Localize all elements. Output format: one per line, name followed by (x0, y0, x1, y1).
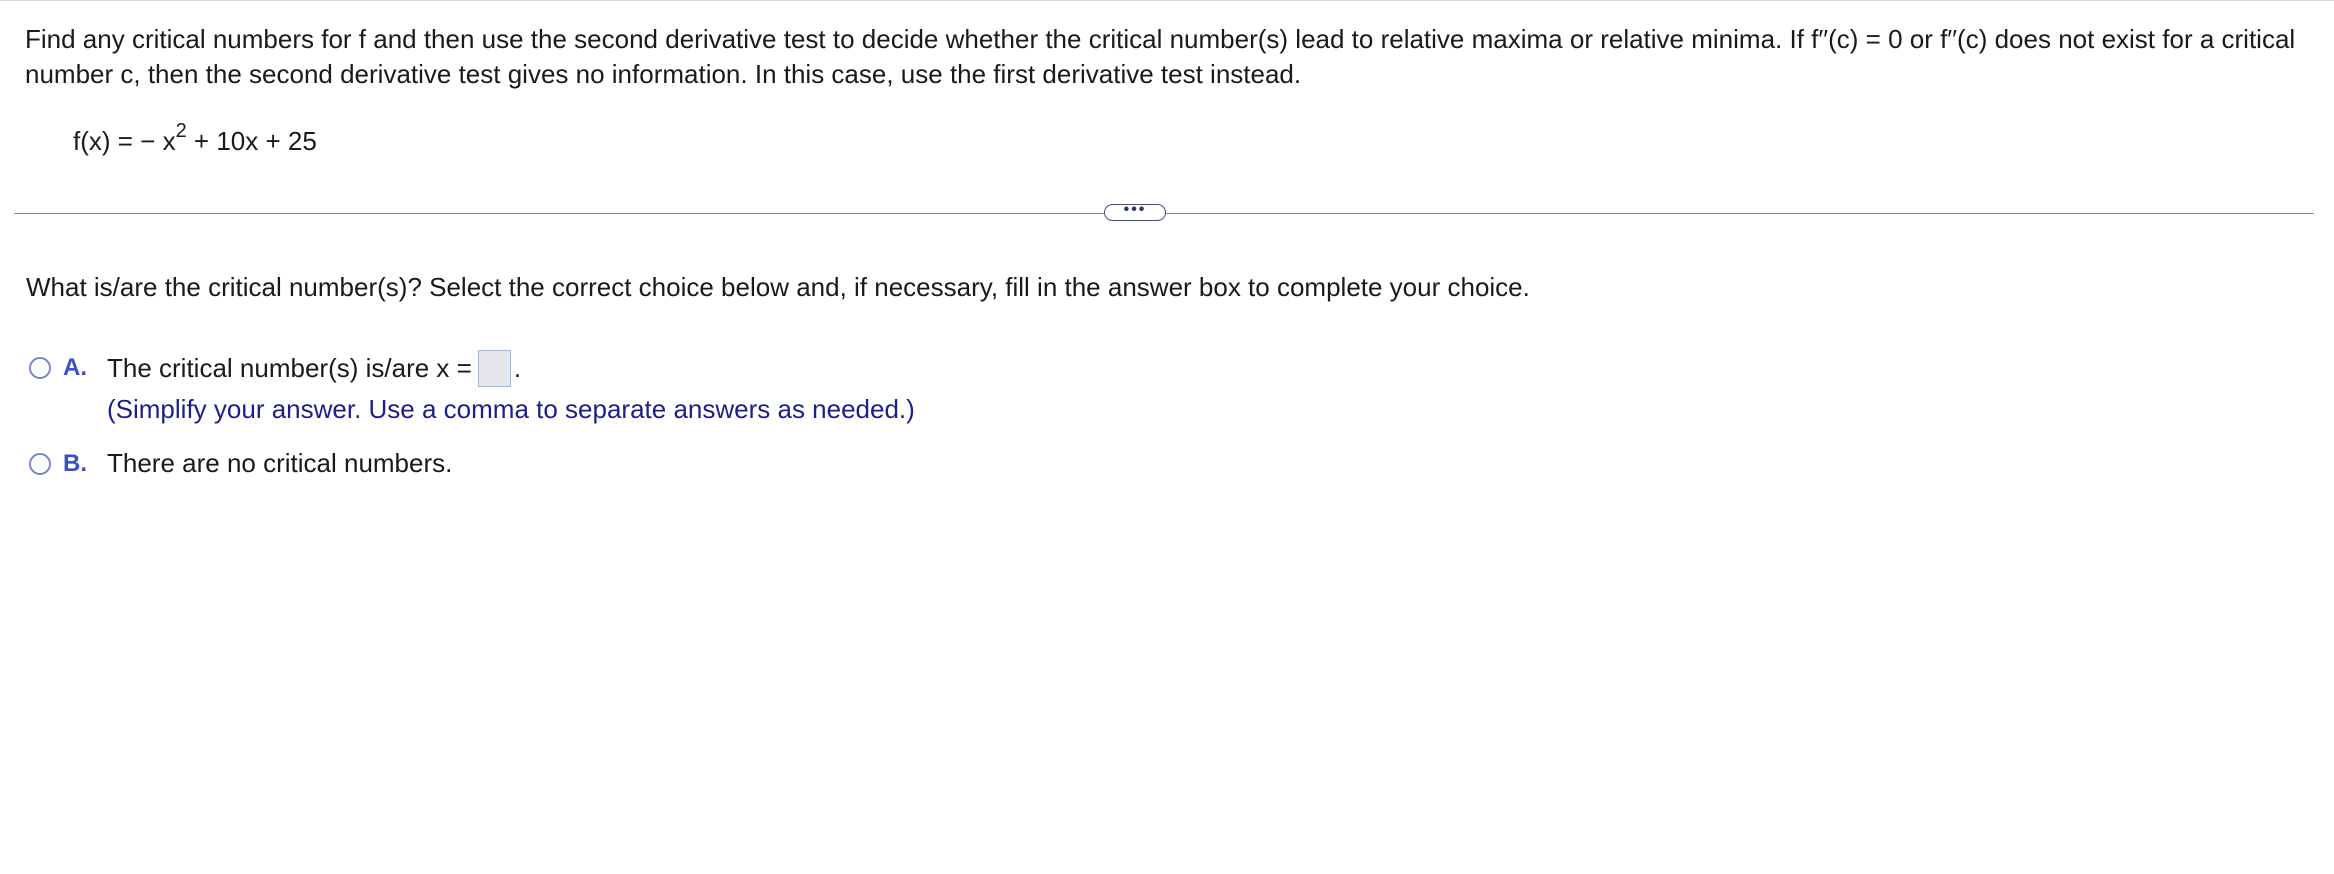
choice-a-text: The critical number(s) is/are x = (107, 353, 472, 383)
choice-a-period: . (513, 353, 522, 383)
ellipsis-icon: ••• (1123, 200, 1147, 218)
choice-b-body (107, 446, 452, 481)
choice-a-radio[interactable] (29, 357, 51, 379)
choice-b[interactable] (29, 446, 452, 481)
choice-a[interactable] (29, 350, 915, 427)
answer-input-box[interactable] (478, 350, 511, 387)
choice-b-letter: B. (63, 450, 87, 477)
function-rest: + 10x + 25 (186, 126, 317, 156)
function-lhs: f(x) = − x (73, 126, 176, 156)
question-instructions: Find any critical numbers for f and then use the second derivative test to decide whether the critical number(s) lead to relative maxima or relative minima. If f′′(c) = 0 or f′′(c) does not exist for a critical number c, then the second derivative test gives no information. In this case, use the first derivative test instead. (25, 24, 2296, 89)
choice-a-letter: A. (63, 354, 87, 381)
answer-hint: (Simplify your answer. Use a comma to separate answers as needed.) (107, 394, 915, 424)
function-exponent: 2 (175, 120, 187, 143)
choice-b-text: There are no critical numbers. (107, 448, 453, 478)
choice-a-row (107, 350, 915, 387)
part-prompt: What is/are the critical number(s)? Select the correct choice below and, if necessary, fill in the answer box to complete your choice. (26, 272, 1530, 302)
expand-question-button[interactable] (1104, 200, 1166, 221)
function-definition (73, 121, 317, 161)
top-border (0, 0, 2334, 1)
choice-a-body (107, 350, 915, 427)
choice-b-radio[interactable] (29, 453, 51, 475)
